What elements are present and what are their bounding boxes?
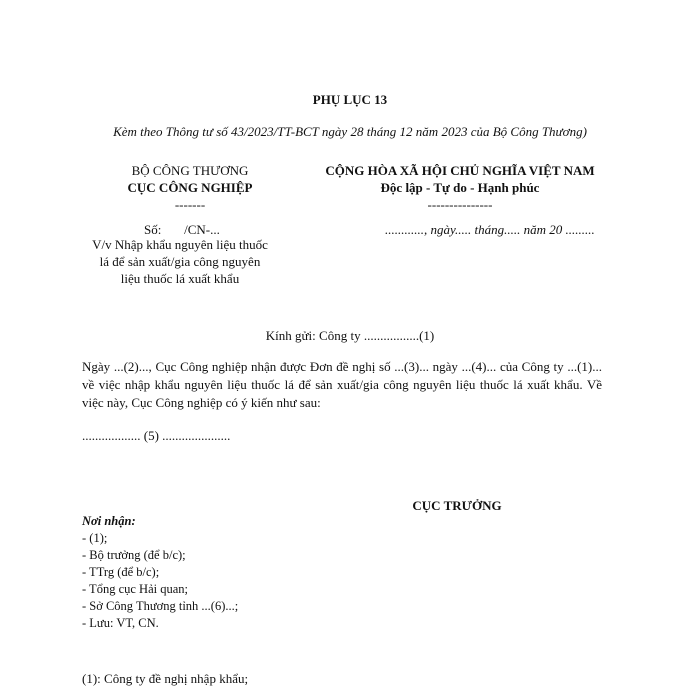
country-name: CỘNG HÒA XÃ HỘI CHỦ NGHĨA VIỆT NAM <box>325 163 595 178</box>
recipient-item: - (1); <box>82 531 108 545</box>
signer-title: CỤC TRƯỞNG <box>412 498 502 513</box>
subject-block <box>80 236 280 287</box>
recipients-list <box>82 513 238 632</box>
recipient-item: - Lưu: VT, CN. <box>82 616 159 630</box>
document-title: PHỤ LỤC 13 <box>312 92 388 107</box>
document-subtitle: Kèm theo Thông tư số 43/2023/TT-BCT ngày 28 tháng 12 năm 2023 của Bộ Công Thương) <box>113 124 587 139</box>
salutation: Kính gửi: Công ty .................(1) <box>265 328 435 343</box>
recipient-item: - Tổng cục Hải quan; <box>82 582 188 596</box>
recipient-item: - Bộ trưởng (để b/c); <box>82 548 186 562</box>
content-placeholder: .................. (5) ..................... <box>82 428 231 443</box>
subject-line: liệu thuốc lá xuất khẩu <box>120 271 240 286</box>
national-motto: Độc lập - Tự do - Hạnh phúc <box>380 180 540 195</box>
right-divider: --------------- <box>427 197 493 212</box>
document-number: Số: /CN-... <box>144 222 220 237</box>
national-header <box>290 162 630 213</box>
recipients-heading: Nơi nhận: <box>82 514 136 528</box>
date-line: ............, ngày..... tháng..... năm 20 ......... <box>385 222 595 237</box>
body-paragraph: Ngày ...(2)..., Cục Công nghiệp nhận được Đơn đề nghị số ...(3)... ngày ...(4)... của Công ty ...(1)... về việc nhập khẩu nguyên liệu thuốc lá để sản xuất/gia công nguyên liệu thuốc lá xuất khẩu. Về việc này, Cục Công nghiệp có ý kiến như sau: <box>82 359 602 410</box>
subject-line: lá để sản xuất/gia công nguyên <box>99 254 261 269</box>
department-name: CỤC CÔNG NGHIỆP <box>127 180 253 195</box>
issuing-agency-header <box>70 162 310 213</box>
subject-line: V/v Nhập khẩu nguyên liệu thuốc <box>92 237 268 252</box>
recipient-item: - Sở Công Thương tỉnh ...(6)...; <box>82 599 239 613</box>
ministry-name: BỘ CÔNG THƯƠNG <box>131 163 249 178</box>
left-divider: ------- <box>174 197 206 212</box>
footnote: (1): Công ty đề nghị nhập khẩu; <box>82 671 249 686</box>
recipient-item: - TTrg (để b/c); <box>82 565 160 579</box>
